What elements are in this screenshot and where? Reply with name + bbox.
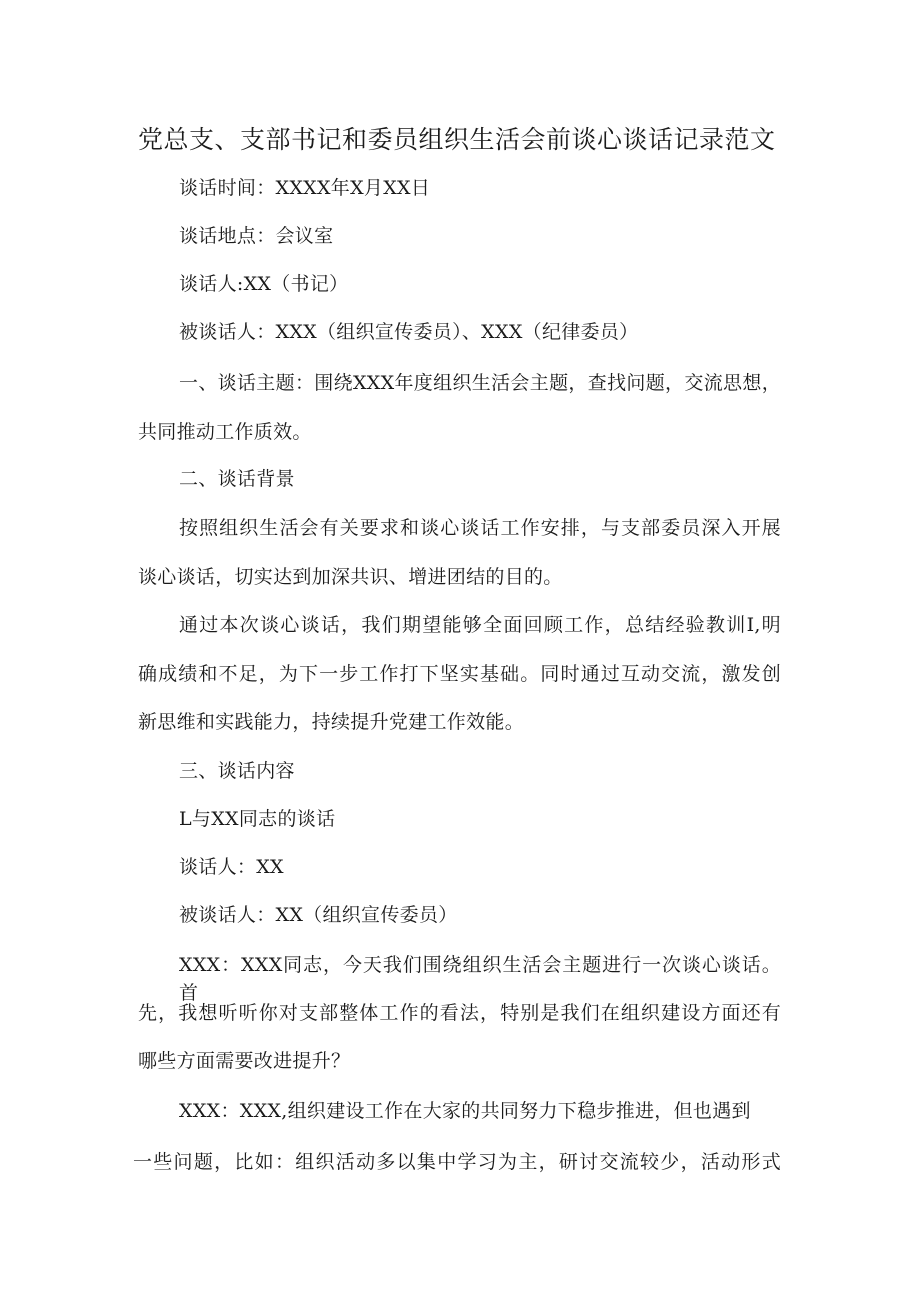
section2-p2-line2: 确成绩和不足，为下一步工作打下坚实基础。同时通过互动交流，激发创: [138, 663, 781, 685]
section2-p2-line1: 通过本次谈心谈话，我们期望能够全面回顾工作，总结经验教训I,明: [179, 614, 781, 636]
question-line1: XXX：XXX同志，今天我们围绕组织生活会主题进行一次谈心谈话。首: [179, 954, 781, 1004]
answer-line1: XXX：XXX,组织建设工作在大家的共同努力下稳步推进，但也遇到: [179, 1100, 751, 1122]
section1-line2: 共同推动工作质效。: [138, 421, 312, 443]
section1-line1: 一、谈话主题：围绕XXX年度组织生活会主题，查找问题，交流思想，: [179, 372, 781, 394]
meta-time: 谈话时间：XXXX年X月XX日: [179, 177, 431, 199]
section3-heading: 三、谈话内容: [179, 760, 295, 782]
question-line3: 哪些方面需要改进提升？: [138, 1050, 351, 1072]
meta-place: 谈话地点：会议室: [179, 225, 334, 247]
section2-p1-line2: 谈心谈话，切实达到加深共识、增进团结的目的。: [138, 566, 563, 588]
section3-listener: 被谈话人：XX（组织宣传委员）: [179, 904, 458, 926]
question-line2: 先，我想听听你对支部整体工作的看法，特别是我们在组织建设方面还有: [138, 1002, 781, 1024]
document-title: 党总支、支部书记和委员组织生活会前谈心谈话记录范文: [138, 125, 776, 154]
section3-sub1: L与XX同志的谈话: [179, 808, 336, 830]
section3-speaker: 谈话人：XX: [179, 856, 284, 878]
section2-p1-line1: 按照组织生活会有关要求和谈心谈话工作安排，与支部委员深入开展: [179, 517, 781, 539]
meta-listeners: 被谈话人：XXX（组织宣传委员）、XXX（纪律委员）: [179, 321, 639, 343]
meta-speaker: 谈话人:XX（书记）: [179, 273, 349, 295]
section2-heading: 二、谈话背景: [179, 468, 295, 490]
section2-p2-line3: 新思维和实践能力，持续提升党建工作效能。: [138, 711, 525, 733]
answer-line2: 一些问题，比如：组织活动多以集中学习为主，研讨交流较少，活动形式: [133, 1151, 781, 1173]
